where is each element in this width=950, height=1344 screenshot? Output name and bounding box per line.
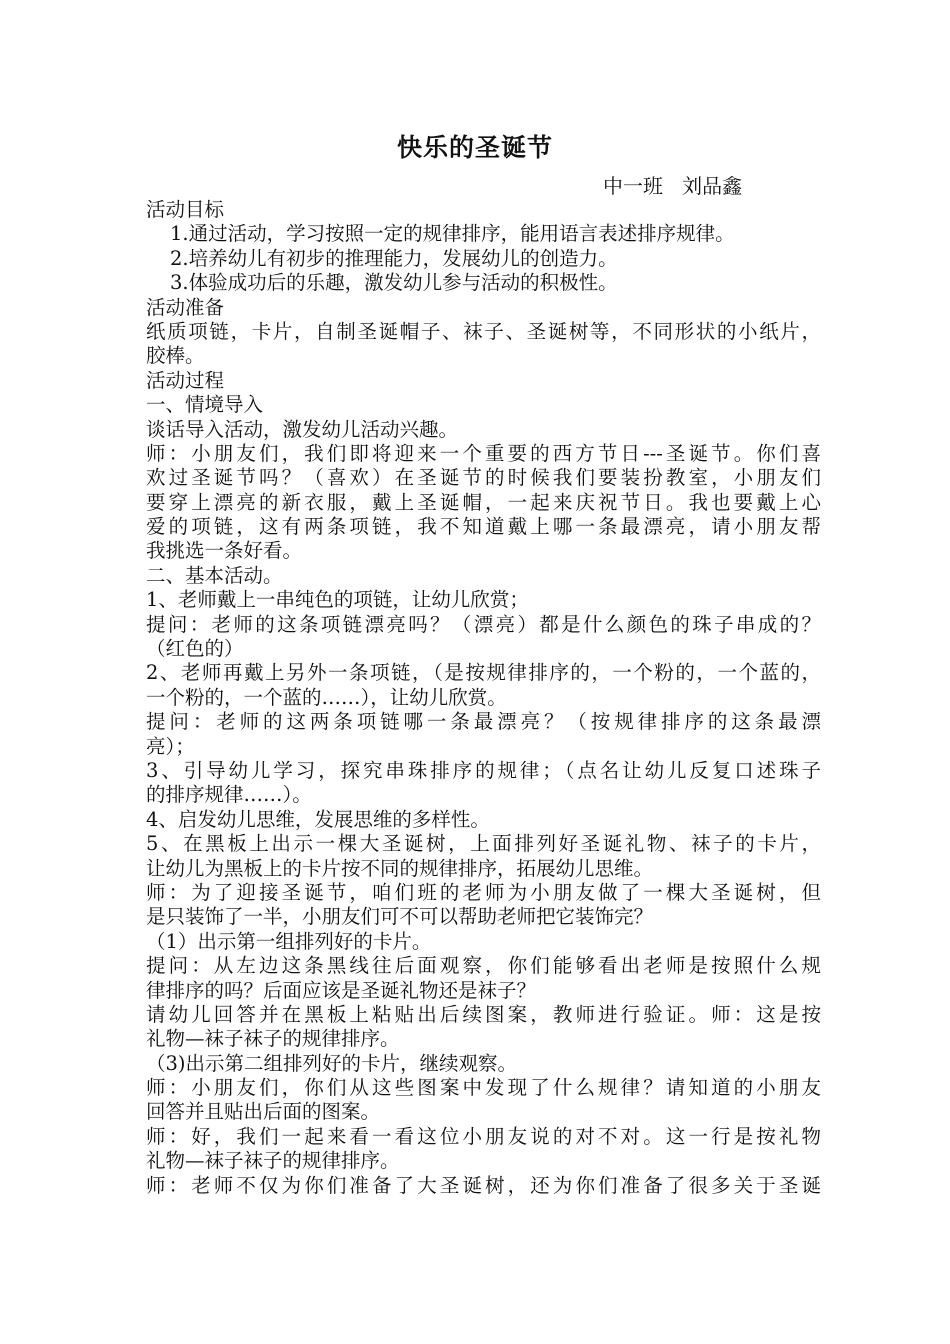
author-byline: 中一班 刘品鑫: [603, 174, 743, 198]
body-line: 3、引导幼儿学习，探究串珠排序的规律；（点名让幼儿反复口述珠子: [146, 758, 821, 782]
body-line: 礼物—袜子袜子的规律排序。: [146, 1149, 400, 1173]
body-line: 提问：从左边这条黑线往后面观察，你们能够看出老师是按照什么规: [146, 954, 821, 978]
body-line: 提问：老师的这两条项链哪一条最漂亮？（按规律排序的这条最漂: [146, 710, 821, 734]
body-line: 的排序规律……）。: [146, 783, 312, 807]
body-line: 谈话导入活动，激发幼儿活动兴趣。: [146, 417, 459, 441]
body-line: 活动目标: [146, 198, 225, 221]
body-line: 提问：老师的这条项链漂亮吗？（漂亮）都是什么颜色的珠子串成的？: [146, 612, 821, 636]
body-line: 1.通过活动，学习按照一定的规律排序，能用语言表述排序规律。: [170, 222, 735, 246]
body-line: （3)出示第二组排列好的卡片，继续观察。: [146, 1051, 518, 1075]
body-line: 律排序的吗？后面应该是圣诞礼物还是袜子？: [146, 978, 537, 1002]
body-line: 1、老师戴上一串纯色的项链，让幼儿欣赏；: [146, 588, 529, 612]
body-line: 欢过圣诞节吗？（喜欢）在圣诞节的时候我们要装扮教室，小朋友们: [146, 466, 821, 490]
body-line: 一个粉的，一个蓝的……），让幼儿欣赏。: [146, 685, 507, 709]
body-line: 亮）；: [146, 734, 195, 758]
document-title: 快乐的圣诞节: [396, 133, 553, 162]
body-line: 师：好，我们一起来看一看这位小朋友说的对不对。这一行是按礼物: [146, 1124, 821, 1148]
body-line: 2、老师再戴上另外一条项链，（是按规律排序的，一个粉的，一个蓝的，: [146, 661, 821, 685]
body-line: 让幼儿为黑板上的卡片按不同的规律排序，拓展幼儿思维。: [146, 856, 654, 880]
body-line: 师：小朋友们，你们从这些图案中发现了什么规律？请知道的小朋友: [146, 1076, 821, 1100]
body-line: 是只装饰了一半，小朋友们可不可以帮助老师把它装饰完？: [146, 905, 654, 929]
document-body: [146, 198, 821, 1198]
body-line: 纸质项链，卡片，自制圣诞帽子、袜子、圣诞树等，不同形状的小纸片，: [146, 319, 821, 343]
body-line: 2.培养幼儿有初步的推理能力，发展幼儿的创造力。: [170, 246, 618, 270]
body-line: 我挑选一条好看。: [146, 539, 303, 563]
body-line: （1）出示第一组排列好的卡片。: [146, 929, 432, 953]
body-line: 师：小朋友们，我们即将迎来一个重要的西方节日---圣诞节。你们喜: [146, 441, 821, 465]
body-line: 活动准备: [146, 295, 225, 319]
body-line: 礼物—袜子袜子的规律排序。: [146, 1027, 400, 1051]
body-line: 活动过程: [146, 368, 225, 392]
body-line: 二、基本活动。: [146, 563, 283, 587]
body-line: 胶棒。: [146, 344, 205, 368]
body-line: 爱的项链，这有两条项链，我不知道戴上哪一条最漂亮，请小朋友帮: [146, 515, 821, 539]
body-line: （红色的）: [146, 637, 244, 661]
body-line: 4、启发幼儿思维，发展思维的多样性。: [146, 807, 490, 831]
body-line: 要穿上漂亮的新衣服，戴上圣诞帽，一起来庆祝节日。我也要戴上心: [146, 490, 821, 514]
body-line: 师：老师不仅为你们准备了大圣诞树，还为你们准备了很多关于圣诞: [146, 1173, 821, 1197]
body-line: 5、在黑板上出示一棵大圣诞树，上面排列好圣诞礼物、袜子的卡片，: [146, 832, 821, 856]
body-line: 一、情境导入: [146, 393, 264, 417]
body-line: 请幼儿回答并在黑板上粘贴出后续图案，教师进行验证。师：这是按: [146, 1002, 821, 1026]
body-line: 师：为了迎接圣诞节，咱们班的老师为小朋友做了一棵大圣诞树，但: [146, 880, 821, 904]
body-line: 3.体验成功后的乐趣，激发幼儿参与活动的积极性。: [170, 271, 618, 295]
body-line: 回答并且贴出后面的图案。: [146, 1100, 381, 1124]
